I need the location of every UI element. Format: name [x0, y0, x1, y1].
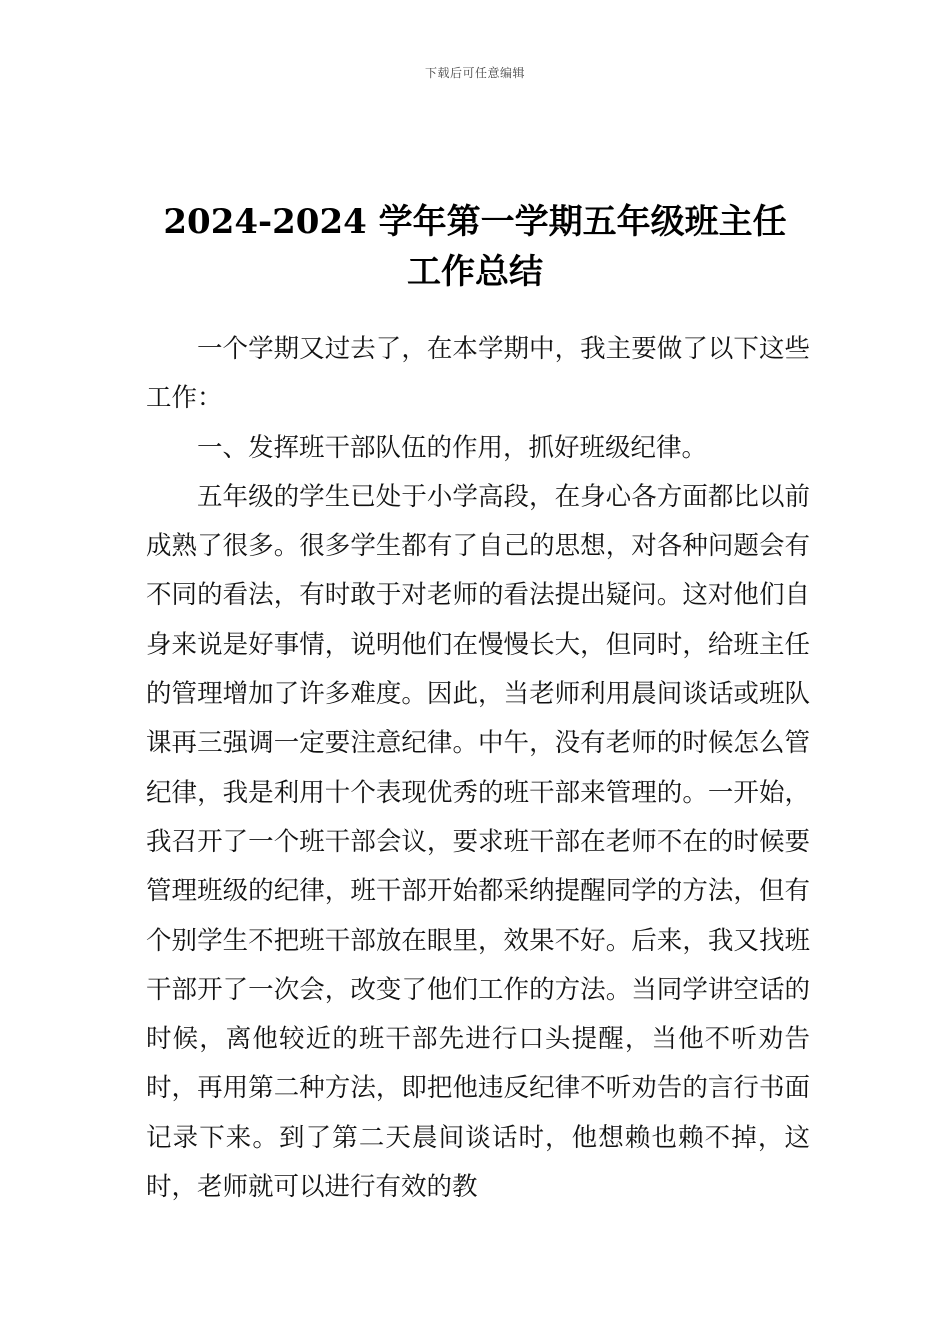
header-note: 下载后可任意编辑 [424, 66, 525, 80]
paragraph-section-1: 五年级的学生已处于小学高段，在身心各方面都比以前成熟了很多。很多学生都有了自己的思想，对各种问题会有不同的看法，有时敢于对老师的看法提出疑问。这对他们自身来说是好事情，说明他们在慢慢长大，但同时，给班主任的管理增加了许多难度。因此，当老师利用晨间谈话或班队课再三强调一定要注意纪律。中午，没有老师的时候怎么管纪律，我是利用十个表现优秀的班干部来管理的。一开始，我召开了一个班干部会议，要求班干部在老师不在的时候要管理班级的纪律，班干部开始都采纳提醒同学的方法，但有个别学生不把班干部放在眼里，效果不好。后来，我又找班干部开了一次会，改变了他们工作的方法。当同学讲空话的时候，离他较近的班干部先进行口头提醒，当他不听劝告时，再用第二种方法，即把他违反纪律不听劝告的言行书面记录下来。到了第二天晨间谈话时，他想赖也赖不掉，这时，老师就可以进行有效的教 [146, 481, 810, 1203]
document-title [100, 197, 850, 297]
section-heading-1: 一、发挥班干部队伍的作用，抓好班级纪律。 [197, 432, 708, 463]
title-line-1: 2024-2024 学年第一学期五年级班主任 [163, 201, 787, 242]
document-body [146, 325, 810, 1212]
title-line-2: 工作总结 [407, 251, 543, 292]
paragraph-intro: 一个学期又过去了，在本学期中，我主要做了以下这些工作： [146, 334, 810, 414]
